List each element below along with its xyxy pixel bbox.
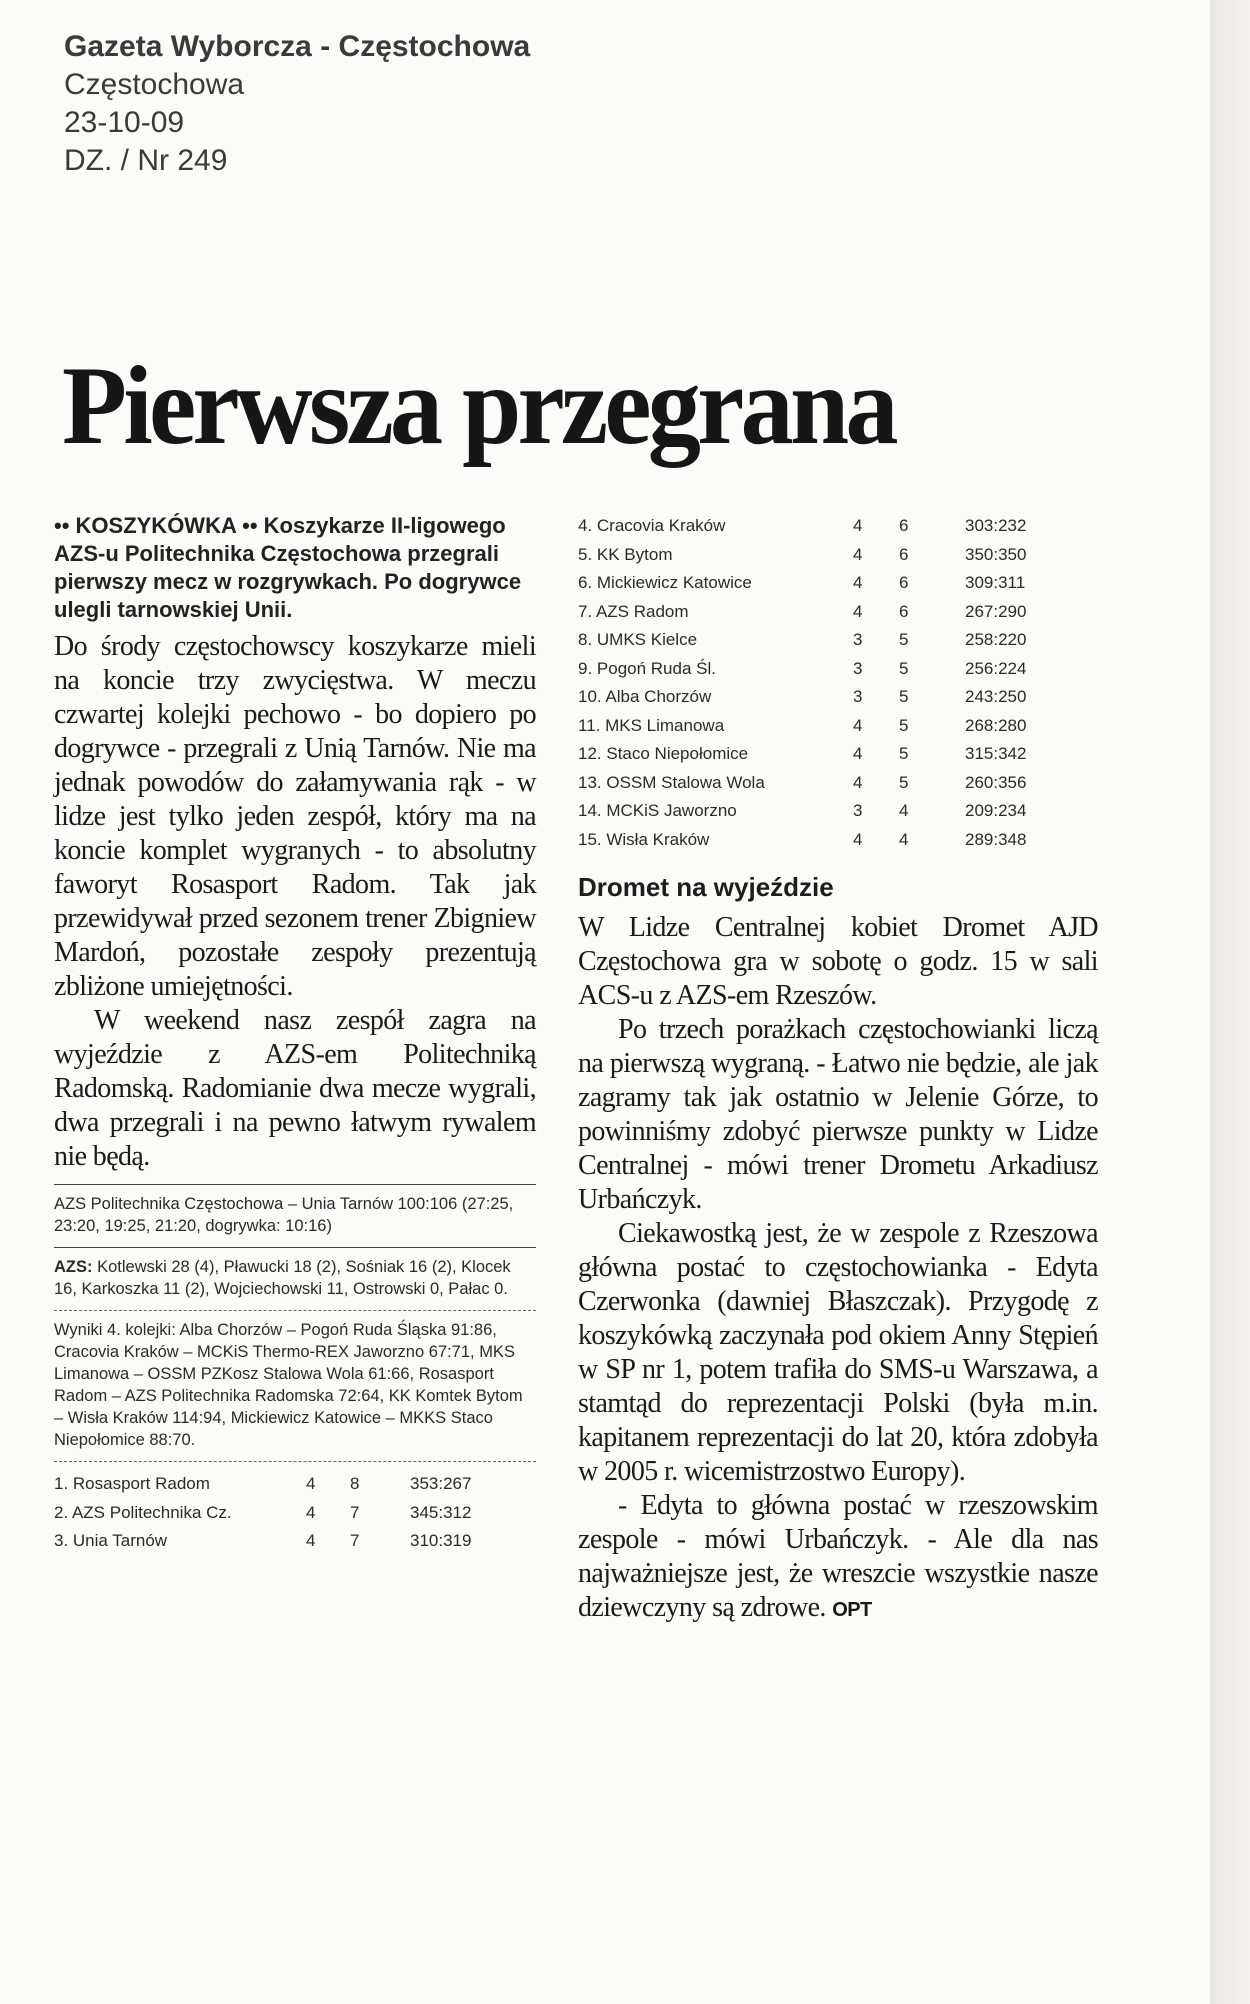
table-row — [578, 598, 1026, 627]
team-name: 1. Rosasport Radom — [54, 1474, 210, 1494]
scorers-label: AZS: — [54, 1258, 93, 1276]
basket-score: 303:232 — [965, 516, 1027, 536]
standings-table-part-1 — [54, 1470, 471, 1556]
clipping-header — [64, 28, 530, 180]
author-signature: OPT — [832, 1599, 872, 1621]
team-name: 7. AZS Radom — [578, 601, 689, 621]
team-name: 2. AZS Politechnika Cz. — [54, 1502, 232, 1522]
table-row — [578, 740, 1026, 769]
team-name: 4. Cracovia Kraków — [578, 516, 726, 536]
points: 5 — [899, 744, 909, 764]
page-edge-shadow — [1210, 0, 1250, 2004]
points: 5 — [899, 630, 909, 650]
divider — [54, 1247, 536, 1248]
match-result: AZS Politechnika Częstochowa – Unia Tarnów 100:106 (27:25, 23:20, 19:25, 21:20, dogrywka: 10:16) — [54, 1195, 514, 1235]
sub-headline: Dromet na wyjeździe — [578, 872, 834, 902]
points: 8 — [350, 1474, 360, 1494]
games-played: 4 — [853, 772, 863, 792]
body-paragraph — [578, 1489, 1098, 1627]
scorers-list: Kotlewski 28 (4), Pławucki 18 (2), Sośniak 16 (2), Klocek 16, Karkoszka 11 (2), Wojciechowski 11, Ostrowski 0, Pałac 0. — [54, 1258, 511, 1298]
points: 5 — [899, 715, 909, 735]
points: 6 — [899, 573, 909, 593]
issue-number: DZ. / Nr 249 — [64, 144, 228, 177]
games-played: 4 — [853, 601, 863, 621]
basket-score: 256:224 — [965, 658, 1027, 678]
article-lead — [54, 512, 536, 624]
table-row — [54, 1527, 471, 1556]
basket-score: 260:356 — [965, 772, 1027, 792]
divider — [54, 1461, 536, 1462]
team-name: 8. UMKS Kielce — [578, 630, 698, 650]
points: 7 — [350, 1502, 360, 1522]
basket-score: 209:234 — [965, 801, 1027, 821]
table-row — [578, 769, 1026, 798]
body-paragraph: Ciekawostką jest, że w zespole z Rzeszowa główna postać to częstochowianka - Edyta Czerwonka (dawniej Błaszczak). Przygodę z koszykówką zaczynała pod okiem Anny Stępień w SP nr 1, potem trafiła do SMS-u Warszawa, a stamtąd do reprezentacji Polski (była m.in. kapitanem reprezentacji do lat 20, która zdobyła w 2005 r. wicemistrzostwo Europy). — [578, 1218, 1098, 1487]
table-row — [578, 826, 1026, 855]
team-name: 12. Staco Niepołomice — [578, 744, 749, 764]
table-row — [578, 569, 1026, 598]
basket-score: 267:290 — [965, 601, 1027, 621]
team-name: 15. Wisła Kraków — [578, 829, 710, 849]
points: 5 — [899, 658, 909, 678]
games-played: 4 — [306, 1474, 316, 1494]
team-name: 10. Alba Chorzów — [578, 687, 712, 707]
points: 5 — [899, 772, 909, 792]
basket-score: 289:348 — [965, 829, 1027, 849]
basket-score: 268:280 — [965, 715, 1027, 735]
games-played: 4 — [853, 744, 863, 764]
sub-article-body — [578, 911, 1098, 1627]
games-played: 4 — [306, 1531, 316, 1551]
article-headline: Pierwsza przegrana — [62, 344, 895, 468]
standings-table-part-2 — [578, 512, 1026, 854]
points: 4 — [899, 801, 909, 821]
team-name: 3. Unia Tarnów — [54, 1531, 168, 1551]
table-row — [54, 1499, 471, 1528]
games-played: 4 — [853, 715, 863, 735]
team-name: 14. MCKiS Jaworzno — [578, 801, 737, 821]
points: 6 — [899, 516, 909, 536]
table-row — [578, 541, 1026, 570]
games-played: 3 — [853, 801, 863, 821]
table-row — [578, 655, 1026, 684]
basket-score: 345:312 — [410, 1502, 472, 1522]
source-name: Gazeta Wyborcza - Częstochowa — [64, 30, 531, 63]
paragraph-text: - Edyta to główna postać w rzeszowskim zespole - mówi Urbańczyk. - Ale dla nas najważniejsze jest, że wreszcie wszystkie nasze dziewczyny są zdrowe. — [578, 1490, 1098, 1623]
lead-text: Koszykarze II-ligowego AZS-u Politechnika Częstochowa przegrali pierwszy mecz w rozgrywkach. Po dogrywce ulegli tarnowskiej Unii. — [54, 513, 522, 622]
games-played: 4 — [853, 573, 863, 593]
body-paragraph: W weekend nasz zespół zagra na wyjeździe z AZS-em Politechniką Radomską. Radomianie dwa mecze wygrali, dwa przegrali i na pewno łatwym rywalem nie będą. — [54, 1005, 536, 1172]
publication-date: 23-10-09 — [64, 106, 185, 139]
section-kicker: •• KOSZYKÓWKA •• — [54, 513, 258, 538]
points: 6 — [899, 544, 909, 564]
divider — [54, 1310, 536, 1311]
body-paragraph: Po trzech porażkach częstochowianki liczą na pierwszą wygraną. - Łatwo nie będzie, ale jak zagramy tak jak ostatnio w Jelenie Górze, to powinniśmy zdobyć pierwsze punkty w Lidze Centralnej - mówi trener Drometu Arkadiusz Urbańczyk. — [578, 1014, 1098, 1215]
games-played: 3 — [853, 630, 863, 650]
scorers — [54, 1256, 536, 1300]
basket-score: 309:311 — [965, 573, 1026, 593]
games-played: 4 — [853, 516, 863, 536]
games-played: 4 — [853, 829, 863, 849]
basket-score: 353:267 — [410, 1474, 472, 1494]
games-played: 4 — [853, 544, 863, 564]
team-name: 5. KK Bytom — [578, 544, 673, 564]
games-played: 3 — [853, 658, 863, 678]
left-column — [54, 512, 536, 1556]
points: 5 — [899, 687, 909, 707]
table-row — [578, 626, 1026, 655]
table-row — [54, 1470, 471, 1499]
points: 4 — [899, 829, 909, 849]
team-name: 9. Pogoń Ruda Śl. — [578, 658, 716, 678]
table-row — [578, 712, 1026, 741]
body-paragraph: W Lidze Centralnej kobiet Dromet AJD Częstochowa gra w sobotę o godz. 15 w sali ACS-u z AZS-em Rzeszów. — [578, 912, 1098, 1011]
basket-score: 243:250 — [965, 687, 1027, 707]
basket-score: 310:319 — [410, 1531, 472, 1551]
points: 6 — [899, 601, 909, 621]
team-name: 13. OSSM Stalowa Wola — [578, 772, 765, 792]
table-row — [578, 797, 1026, 826]
right-column — [578, 512, 1098, 1627]
body-paragraph: Do środy częstochowscy koszykarze mieli na koncie trzy zwycięstwa. W meczu czwartej kolejki pechowo - bo dopiero po dogrywce - przegrali z Unią Tarnów. Nie ma jednak powodów do załamywania rąk - w lidze jest tylko jeden zespół, który ma na koncie komplet wygranych - to absolutny faworyt Rosasport Radom. Tak jak przewidywał przed sezonem trener Zbigniew Mardoń, pozostałe zespoły prezentują zbliżone umiejętności. — [54, 631, 536, 1002]
table-row — [578, 683, 1026, 712]
basket-score: 315:342 — [965, 744, 1027, 764]
basket-score: 258:220 — [965, 630, 1027, 650]
divider — [54, 1184, 536, 1185]
team-name: 11. MKS Limanowa — [578, 715, 725, 735]
article-body — [54, 630, 536, 1174]
points: 7 — [350, 1531, 360, 1551]
games-played: 4 — [306, 1502, 316, 1522]
team-name: 6. Mickiewicz Katowice — [578, 573, 752, 593]
source-city: Częstochowa — [64, 68, 245, 101]
games-played: 3 — [853, 687, 863, 707]
round-results: Wyniki 4. kolejki: Alba Chorzów – Pogoń Ruda Śląska 91:86, Cracovia Kraków – MCKiS Thermo-REX Jaworzno 67:71, MKS Limanowa – OSSM PZKosz Stalowa Wola 61:66, Rosasport Radom – AZS Politechnika Radomska 72:64, KK Komtek Bytom – Wisła Kraków 114:94, Mickiewicz Katowice – MKKS Staco Niepołomice 88:70. — [54, 1321, 523, 1449]
table-row — [578, 512, 1026, 541]
basket-score: 350:350 — [965, 544, 1027, 564]
